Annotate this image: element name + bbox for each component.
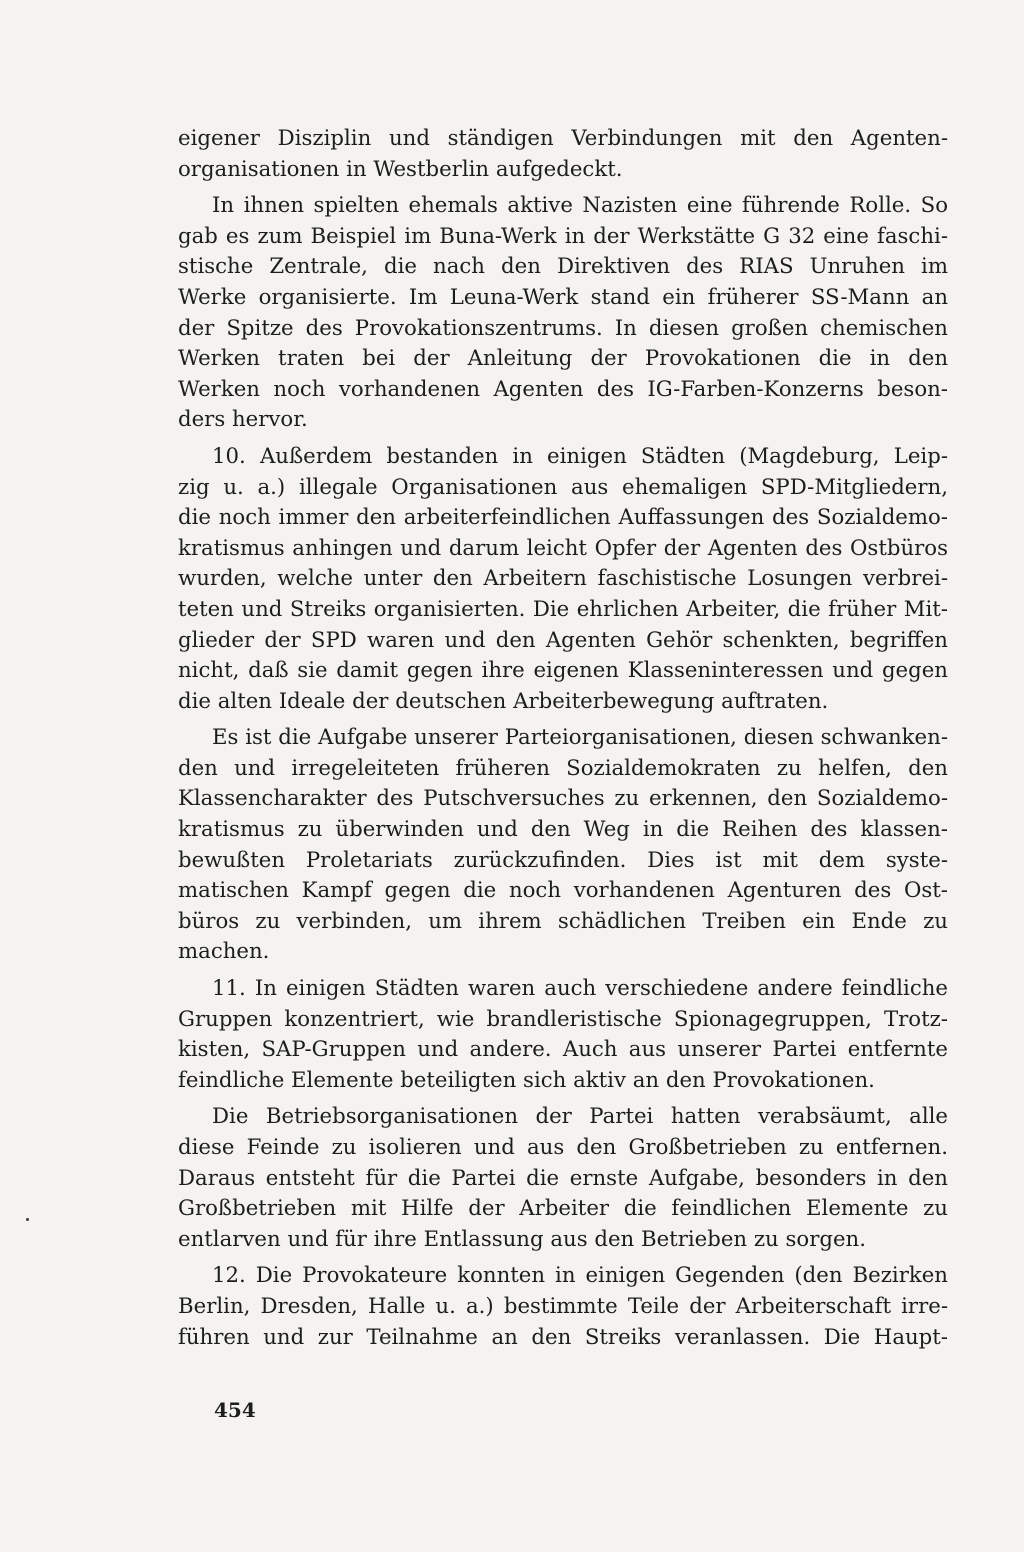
text-line: glieder der SPD waren und den Agenten Gehör schenkten, begriffen: [178, 627, 948, 653]
paragraph: [178, 974, 948, 1096]
text-line: feindliche Elemente beteiligten sich aktiv an den Provokationen.: [178, 1067, 875, 1093]
text-line: Gruppen konzentriert, wie brandleristische Spionagegruppen, Trotz-: [178, 1006, 948, 1032]
paragraph: [178, 191, 948, 436]
text-line: wurden, welche unter den Arbeitern faschistische Losungen verbrei-: [178, 566, 948, 592]
text-line: matischen Kampf gegen die noch vorhandenen Agenturen des Ost-: [178, 878, 948, 904]
body-text: [178, 124, 948, 1353]
text-line: 11. In einigen Städten waren auch verschiedene andere feindliche: [212, 976, 948, 1002]
text-line: ders hervor.: [178, 407, 308, 433]
text-line: kratismus anhingen und darum leicht Opfer der Agenten des Ostbüros: [178, 535, 948, 561]
text-line: Werken traten bei der Anleitung der Provokationen die in den: [178, 346, 948, 372]
text-line: Berlin, Dresden, Halle u. a.) bestimmte Teile der Arbeiterschaft irre-: [178, 1293, 948, 1319]
paragraph: [178, 1261, 948, 1353]
page-number: 454: [214, 1398, 256, 1422]
text-line: büros zu verbinden, um ihrem schädlichen Treiben ein Ende zu: [178, 908, 948, 934]
text-line: gab es zum Beispiel im Buna-Werk in der Werkstätte G 32 eine faschi-: [178, 223, 948, 249]
text-line: stische Zentrale, die nach den Direktiven des RIAS Unruhen im: [178, 254, 948, 280]
scan-speck: [26, 1218, 29, 1221]
text-line: die noch immer den arbeiterfeindlichen Auffassungen des Sozialdemo-: [178, 505, 948, 531]
text-line: zig u. a.) illegale Organisationen aus ehemaligen SPD-Mitgliedern,: [178, 474, 948, 500]
text-line: In ihnen spielten ehemals aktive Nazisten eine führende Rolle. So: [212, 193, 948, 219]
text-line: die alten Ideale der deutschen Arbeiterbewegung auftraten.: [178, 688, 829, 714]
text-line: Klassencharakter des Putschversuches zu erkennen, den Sozialdemo-: [178, 786, 948, 812]
text-line: 10. Außerdem bestanden in einigen Städten (Magdeburg, Leip-: [212, 443, 948, 469]
text-line: Daraus entsteht für die Partei die ernste Aufgabe, besonders in den: [178, 1165, 948, 1191]
text-line: kratismus zu überwinden und den Weg in die Reihen des klassen-: [178, 817, 948, 843]
text-line: der Spitze des Provokationszentrums. In diesen großen chemischen: [178, 315, 948, 341]
text-line: eigener Disziplin und ständigen Verbindungen mit den Agenten-: [178, 126, 948, 151]
paragraph: [178, 1102, 948, 1255]
text-line: machen.: [178, 939, 270, 965]
text-line: Die Betriebsorganisationen der Partei hatten verabsäumt, alle: [212, 1104, 948, 1130]
paragraph: [178, 723, 948, 968]
text-line: Großbetrieben mit Hilfe der Arbeiter die feindlichen Elemente zu: [178, 1196, 948, 1222]
text-line: führen und zur Teilnahme an den Streiks veranlassen. Die Haupt-: [178, 1324, 948, 1350]
text-line: teten und Streiks organisierten. Die ehrlichen Arbeiter, die früher Mit-: [178, 596, 948, 622]
text-line: diese Feinde zu isolieren und aus den Großbetrieben zu entfernen.: [178, 1135, 948, 1160]
paragraph: [178, 124, 948, 185]
text-line: den und irregeleiteten früheren Sozialdemokraten zu helfen, den: [178, 755, 948, 781]
text-line: kisten, SAP-Gruppen und andere. Auch aus unserer Partei entfernte: [178, 1037, 948, 1063]
text-line: bewußten Proletariats zurückzufinden. Dies ist mit dem syste-: [178, 847, 948, 873]
text-line: organisationen in Westberlin aufgedeckt.: [178, 156, 623, 182]
text-line: nicht, daß sie damit gegen ihre eigenen Klasseninteressen und gegen: [178, 658, 948, 684]
text-line: entlarven und für ihre Entlassung aus den Betrieben zu sorgen.: [178, 1226, 866, 1252]
text-line: 12. Die Provokateure konnten in einigen Gegenden (den Bezirken: [212, 1263, 948, 1289]
text-line: Werke organisierte. Im Leuna-Werk stand ein früherer SS-Mann an: [178, 284, 948, 310]
text-line: Es ist die Aufgabe unserer Parteiorganisationen, diesen schwanken-: [212, 725, 948, 751]
paragraph: [178, 442, 948, 717]
text-line: Werken noch vorhandenen Agenten des IG-Farben-Konzerns beson-: [178, 376, 948, 402]
